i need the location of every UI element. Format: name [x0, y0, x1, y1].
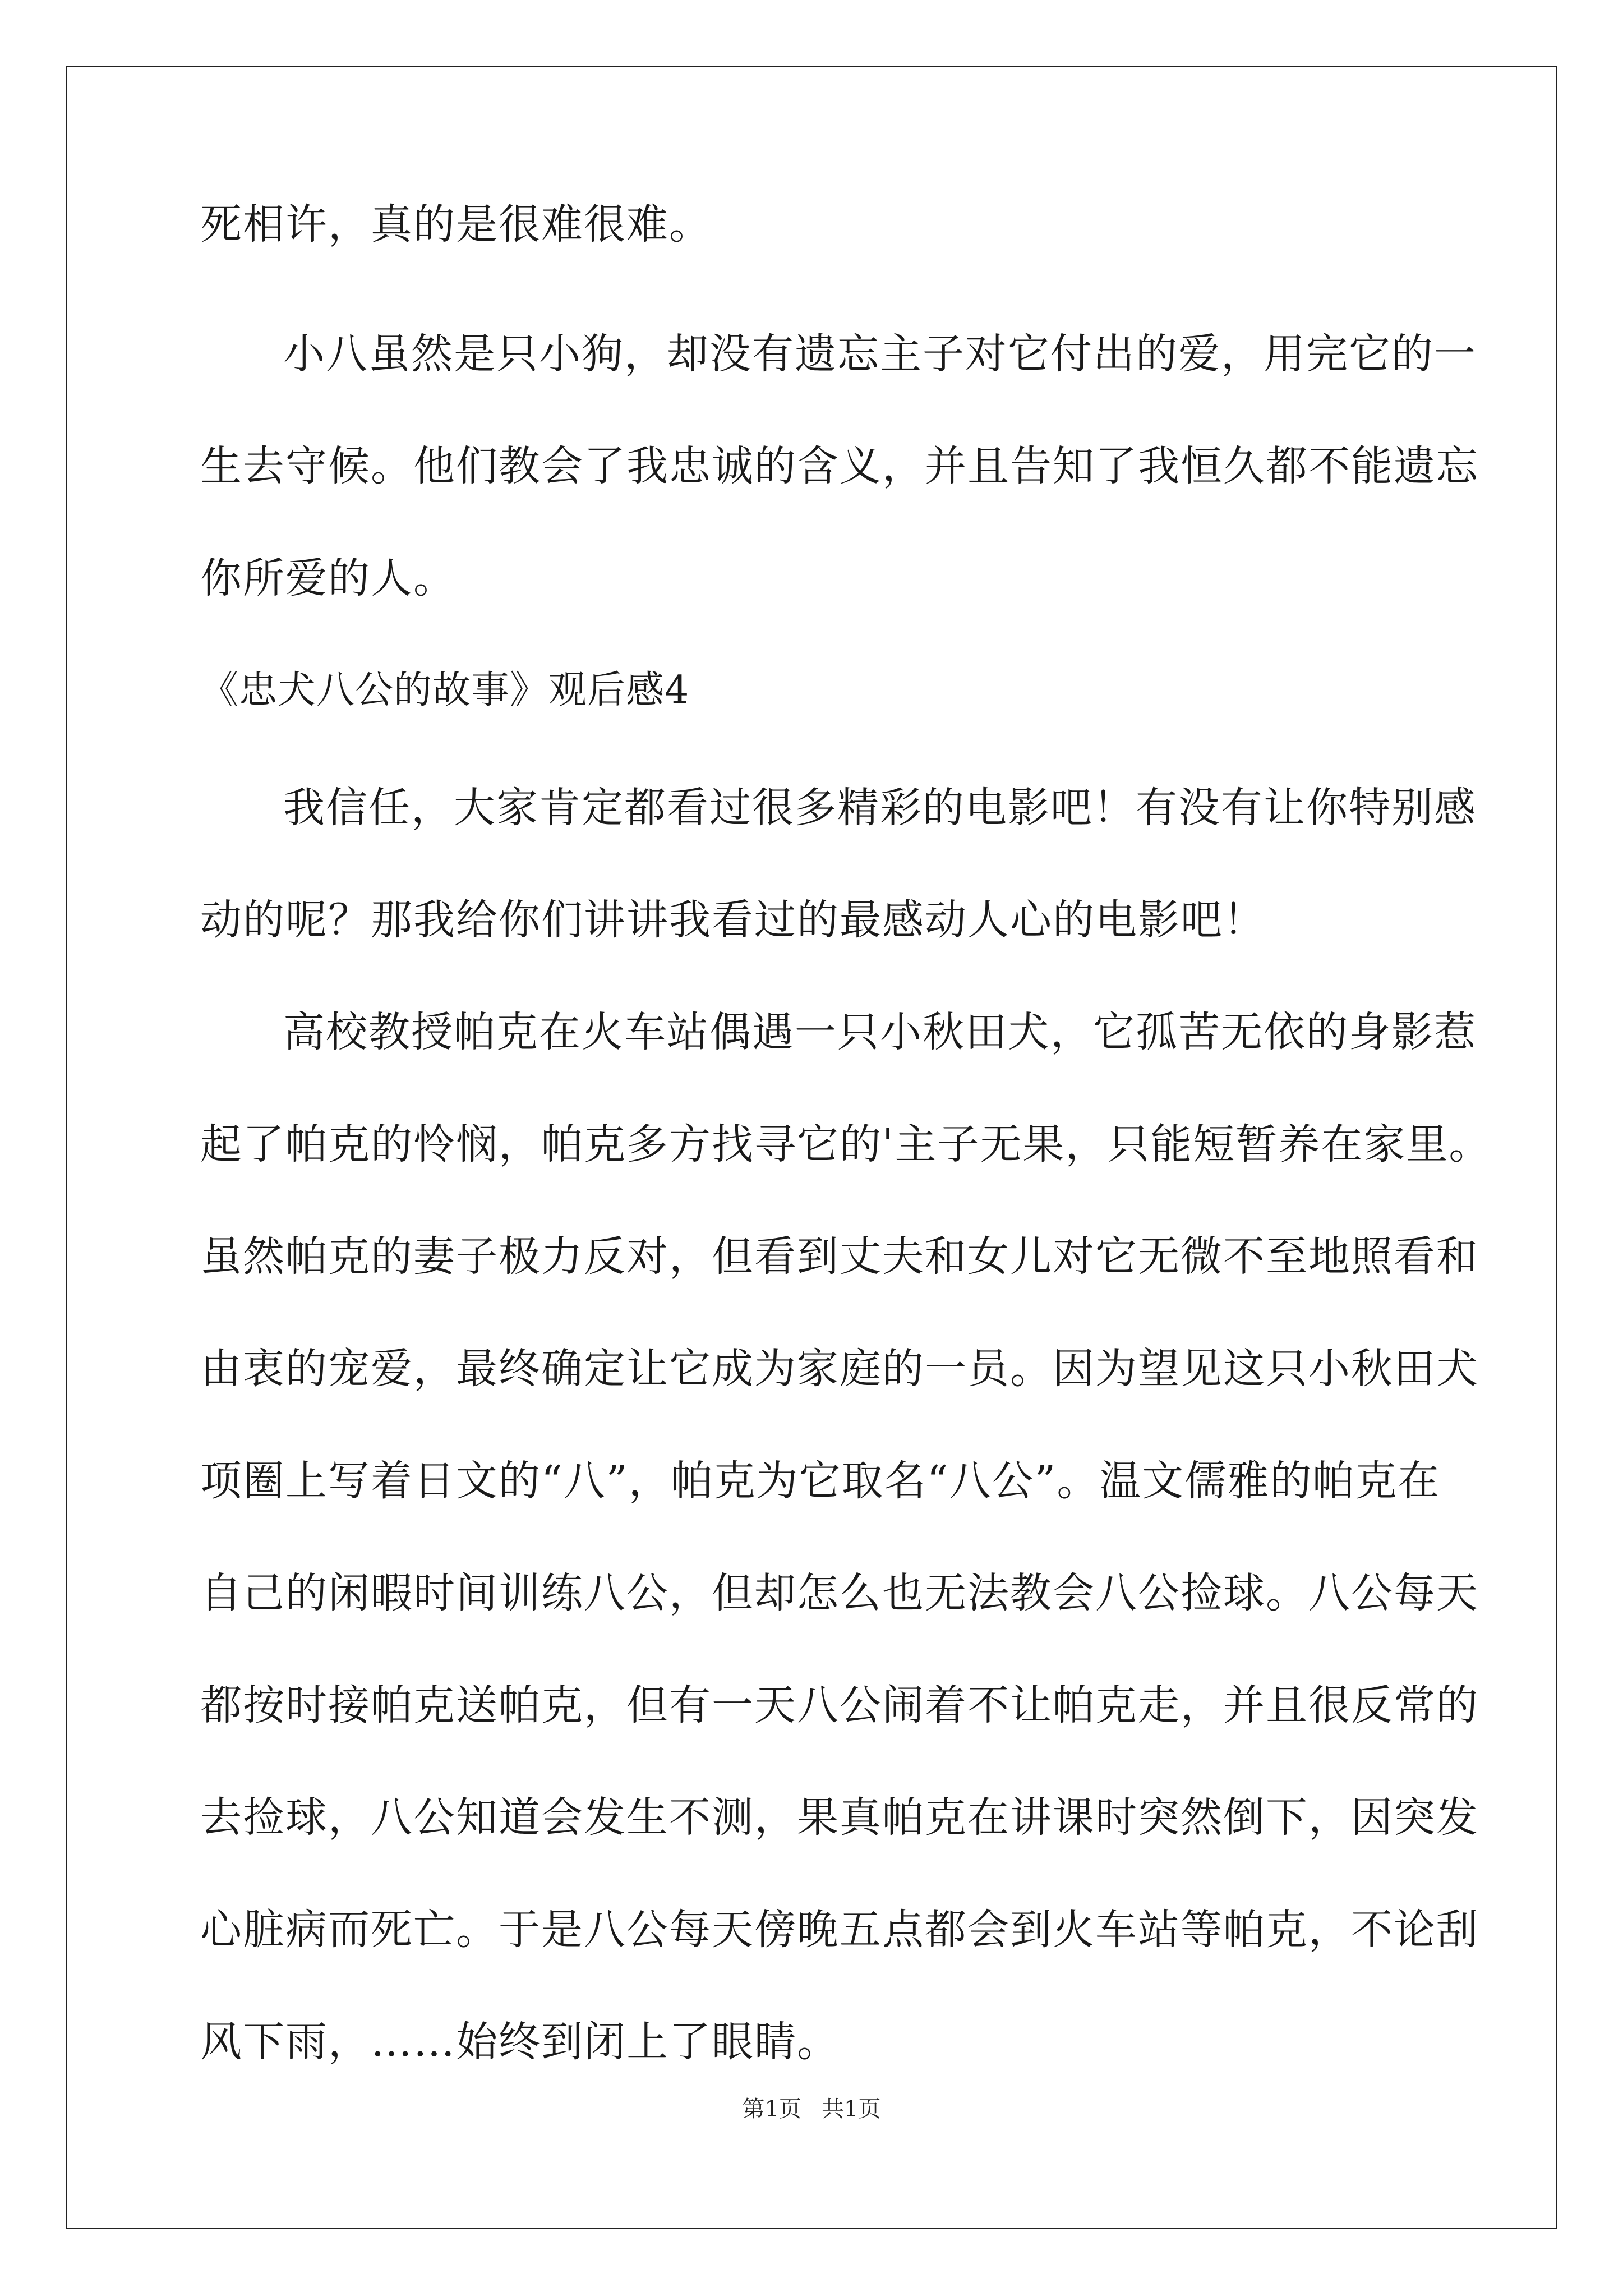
- paragraph-line: 项圈上写着日文的“八”，帕克为它取名“八公”。温文儒雅的帕克在: [200, 1457, 1441, 1505]
- paragraph-line: 心脏病而死亡。于是八公每天傍晚五点都会到火车站等帕克，不论刮: [200, 1906, 1479, 1954]
- paragraph-line: 你所爱的人。: [200, 554, 456, 602]
- paragraph-line: 虽然帕克的妻子极力反对，但看到丈夫和女儿对它无微不至地照看和: [200, 1232, 1479, 1281]
- paragraph-line: 死相许，真的是很难很难。: [200, 200, 712, 249]
- page-total: 共1页: [822, 2096, 881, 2122]
- paragraph-line: 都按时接帕克送帕克，但有一天八公闹着不让帕克走，并且很反常的: [200, 1681, 1479, 1729]
- paragraph-line: 我信任，大家肯定都看过很多精彩的电影吧！有没有让你特别感: [283, 784, 1477, 832]
- paragraph-line: 小八虽然是只小狗，却没有遗忘主子对它付出的爱，用完它的一: [283, 330, 1477, 378]
- paragraph-line: 去捡球，八公知道会发生不测，果真帕克在讲课时突然倒下，因突发: [200, 1793, 1479, 1842]
- paragraph-line: 由衷的宠爱，最终确定让它成为家庭的一员。因为望见这只小秋田犬: [200, 1345, 1479, 1393]
- page-footer: [0, 2092, 1623, 2126]
- paragraph-line: 生去守候。他们教会了我忠诚的含义，并且告知了我恒久都不能遗忘: [200, 442, 1479, 490]
- paragraph-line: 动的呢？那我给你们讲讲我看过的最感动人心的电影吧！: [200, 896, 1266, 944]
- paragraph-line: 风下雨，……始终到闭上了眼睛。: [200, 2018, 840, 2066]
- paragraph-line: 高校教授帕克在火车站偶遇一只小秋田犬，它孤苦无依的身影惹: [283, 1008, 1477, 1056]
- paragraph-line: 起了帕克的怜悯，帕克多方找寻它的'主子无果，只能短暂养在家里。: [200, 1120, 1492, 1168]
- page-number: 第1页: [742, 2096, 801, 2122]
- section-heading: 《忠犬八公的故事》观后感4: [200, 668, 690, 712]
- paragraph-line: 自己的闲暇时间训练八公，但却怎么也无法教会八公捡球。八公每天: [200, 1569, 1479, 1617]
